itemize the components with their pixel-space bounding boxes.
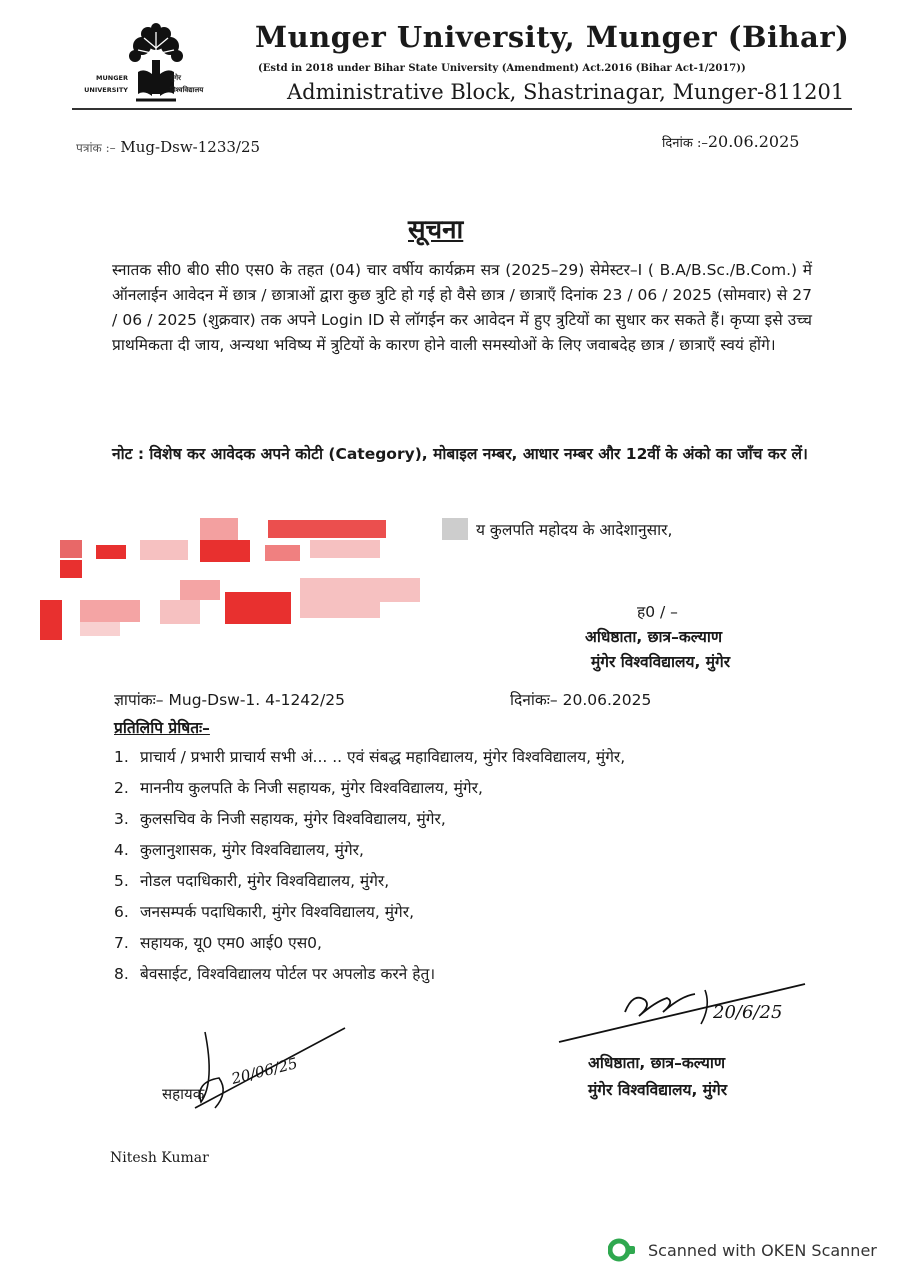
reference-date: दिनांक :–20.06.2025: [662, 132, 800, 151]
establishment-line: (Estd in 2018 under Bihar State University (Amendment) Act.2016 (Bihar Act-1/2017)): [258, 63, 746, 74]
university-address: Administrative Block, Shastrinagar, Munger-811201: [287, 80, 845, 104]
notice-heading: सूचना: [408, 215, 464, 245]
list-item: 5. नोडल पदाधिकारी, मुंगेर विश्वविद्यालय, मुंगेर,: [114, 872, 390, 890]
list-item: 1. प्राचार्य / प्रभारी प्राचार्य सभी अं... .. एवं संबद्ध महाविद्यालय, मुंगेर विश्वविद्यालय, मुंगेर,: [114, 748, 626, 766]
tree-emblem-icon: [100, 22, 230, 112]
vc-order-line: य कुलपति महोदय के आदेशानुसार,: [476, 521, 673, 539]
signatory-designation: अधिष्ठाता, छात्र–कल्याण: [585, 628, 723, 646]
dean-signature: [555, 972, 815, 1052]
header-divider: [72, 108, 852, 110]
signed-mark: ह0 / –: [637, 603, 678, 621]
signatory-designation: अधिष्ठाता, छात्र–कल्याण: [588, 1054, 726, 1072]
notice-body: स्नातक सी0 बी0 सी0 एस0 के तहत (04) चार वर्षीय कार्यक्रम सत्र (2025–29) सेमेस्टर–I ( B.A/B.Sc./B.Com.) में ऑनलाईन आवेदन में छात्र / छात्राओं द्वारा कुछ त्रुटि हो गई हो वैसे छात्र / छात्राएँ दिनांक 23 / 06 / 2025 (सोमवार) से 27 / 06 / 2025 (शुक्रवार) तक अपने Login ID से लॉगईन कर आवेदन में हुए त्रुटियों का सुधार कर सकते हैं। कृप्या इसे उच्च प्राथमिकता दी जाय, अन्यथा भविष्य में त्रुटियों के कारण होने वाली समस्योओं के लिए जवाबदेह छात्र / छात्राएँ स्वयं होंगे।: [112, 261, 812, 354]
list-item: 2. माननीय कुलपति के निजी सहायक, मुंगेर विश्वविद्यालय, मुंगेर,: [114, 779, 483, 797]
signatory-block-2: [588, 1050, 727, 1104]
copy-to-heading: प्रतिलिपि प्रेषितः–: [114, 719, 210, 737]
recipient-list: [114, 742, 625, 990]
memo-date: दिनांकः– 20.06.2025: [510, 691, 652, 709]
memo-number: ज्ञापांकः– Mug-Dsw-1. 4-1242/25: [114, 691, 345, 709]
list-item: 6. जनसम्पर्क पदाधिकारी, मुंगेर विश्वविद्यालय, मुंगेर,: [114, 903, 415, 921]
list-item: 8. बेवसाईट, विश्वविद्यालय पोर्टल पर अपलोड करने हेतु।: [114, 965, 436, 983]
logo-text-en: MUNGER UNIVERSITY: [84, 74, 128, 94]
university-logo: [84, 22, 230, 112]
signatory-institution: मुंगेर विश्वविद्यालय, मुंगेर: [591, 653, 731, 671]
notice-note: नोट : विशेष कर आवेदक अपने कोटी (Category), मोबाइल नम्बर, आधार नम्बर और 12वीं के अंको का जाँच कर लें।: [112, 445, 808, 463]
reference-number: पत्रांक :– Mug-Dsw-1233/25: [76, 138, 261, 156]
scanner-watermark: Scanned with OKEN Scanner: [608, 1238, 877, 1262]
list-item: 3. कुलसचिव के निजी सहायक, मुंगेर विश्वविद्यालय, मुंगेर,: [114, 810, 446, 828]
logo-text-hi: मुंगेर विश्वविद्यालय: [170, 74, 204, 94]
assistant-label: सहायक: [162, 1085, 205, 1103]
svg-text:20/06/25: 20/06/25: [229, 1054, 300, 1088]
oken-scanner-icon: [608, 1238, 636, 1262]
signatory-institution: मुंगेर विश्वविद्यालय, मुंगेर: [588, 1081, 728, 1099]
svg-text:20/6/25: 20/6/25: [713, 1002, 783, 1023]
list-item: 7. सहायक, यू0 एम0 आई0 एस0,: [114, 934, 322, 952]
university-title: Munger University, Munger (Bihar): [255, 20, 850, 54]
clerk-name: Nitesh Kumar: [110, 1150, 209, 1166]
signatory-block-1: [585, 600, 730, 675]
list-item: 4. कुलानुशासक, मुंगेर विश्वविद्यालय, मुंगेर,: [114, 841, 364, 859]
